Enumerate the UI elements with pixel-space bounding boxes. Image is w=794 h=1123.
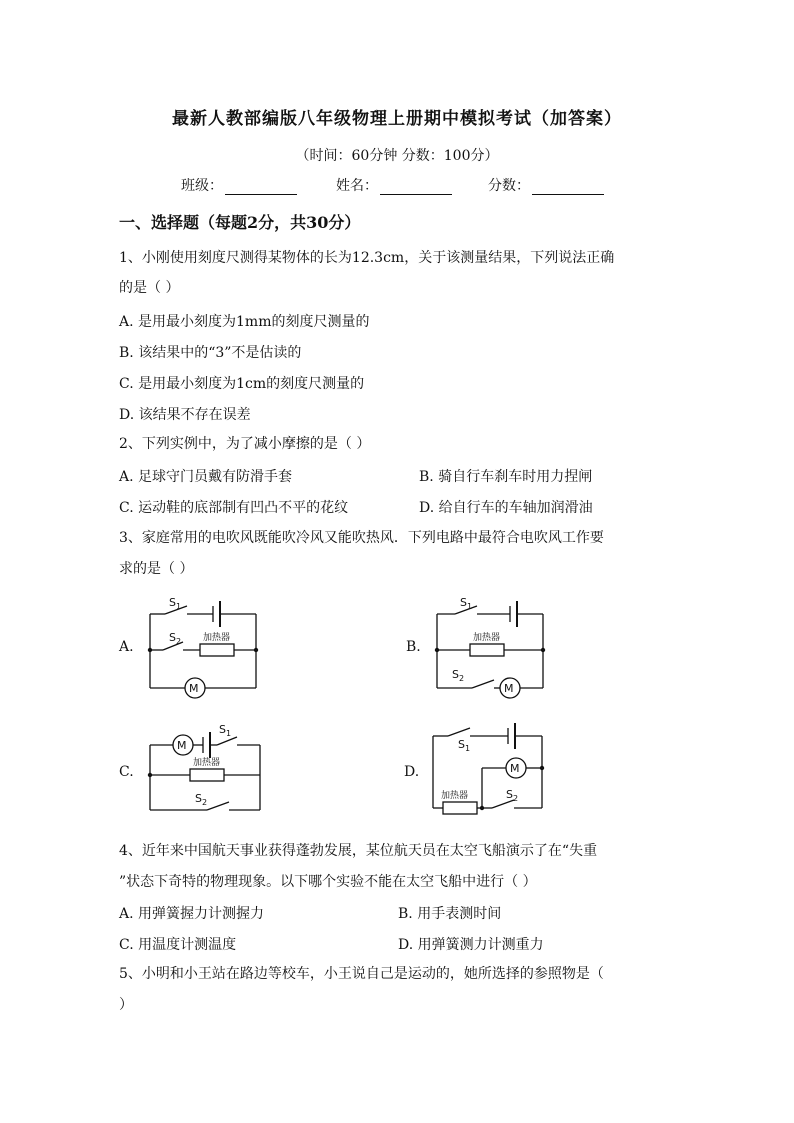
heater-label: 加热器 <box>441 791 469 801</box>
switch-s1-label: $S_1$ <box>458 738 471 753</box>
exam-time-score: （时间：60分钟 分数：100分） <box>295 148 499 164</box>
class-field <box>181 175 297 195</box>
svg-text:M: M <box>189 682 199 695</box>
score-field <box>488 175 604 195</box>
question-1-line-2: 的是（ ） <box>119 280 180 296</box>
question-4-option-c[interactable]: C. 用温度计测温度 <box>119 937 237 953</box>
question-2-option-d[interactable]: D. 给自行车的车轴加润滑油 <box>419 500 593 516</box>
question-4-option-d[interactable]: D. 用弹簧测力计测重力 <box>398 937 544 953</box>
question-1-option-c[interactable]: C. 是用最小刻度为1cm的刻度尺测量的 <box>119 376 365 392</box>
section-heading: 一、选择题（每题2分，共30分） <box>119 213 361 232</box>
heater-resistor <box>470 644 504 656</box>
question-1-line-1: 1、小刚使用刻度尺测得某物体的长为12.3cm，关于该测量结果，下列说法正确 <box>119 250 615 266</box>
question-4-line-2: ”状态下奇特的物理现象。以下哪个实验不能在太空飞船中进行（ ） <box>119 874 537 890</box>
question-1-option-d[interactable]: D. 该结果不存在误差 <box>119 407 251 423</box>
switch-s1-label: $S_1$ <box>169 596 182 611</box>
question-3-line-1: 3、家庭常用的电吹风既能吹冷风又能吹热风．下列电路中最符合电吹风工作要 <box>119 530 604 546</box>
page-title: 最新人教部编版八年级物理上册期中模拟考试（加答案） <box>172 109 622 129</box>
question-3-line-2: 求的是（ ） <box>119 561 194 577</box>
question-3-option-a[interactable]: A. <box>119 639 134 655</box>
question-2-option-c[interactable]: C. 运动鞋的底部制有凹凸不平的花纹 <box>119 500 349 516</box>
circuit-diagram-d <box>430 718 550 818</box>
switch-s2-label: $S_2$ <box>195 792 208 807</box>
question-3-option-d[interactable]: D. <box>404 764 420 780</box>
switch-s1-label: $S_1$ <box>460 596 473 611</box>
heater-resistor <box>443 802 477 814</box>
heater-label: 加热器 <box>193 758 221 768</box>
score-label: 分数： <box>488 178 530 194</box>
switch-s1-label: $S_1$ <box>219 723 232 738</box>
question-1-option-b[interactable]: B. 该结果中的“3”不是估读的 <box>119 345 302 361</box>
question-1-option-a[interactable]: A. 是用最小刻度为1mm的刻度尺测量的 <box>119 314 370 330</box>
class-blank[interactable] <box>225 180 297 195</box>
switch-s2-label: $S_2$ <box>169 631 182 646</box>
score-blank[interactable] <box>532 180 604 195</box>
heater-resistor <box>200 644 234 656</box>
heater-label: 加热器 <box>203 633 231 643</box>
circuit-diagram-b <box>432 592 552 700</box>
question-3-option-c[interactable]: C. <box>119 764 134 780</box>
question-5-line-1: 5、小明和小王站在路边等校车，小王说自己是运动的，她所选择的参照物是（ <box>119 966 604 982</box>
circuit-diagram-a <box>145 592 265 700</box>
svg-text:M: M <box>177 739 187 752</box>
heater-label: 加热器 <box>473 633 501 643</box>
switch-s2-label: $S_2$ <box>452 668 465 683</box>
question-2-option-a[interactable]: A. 足球守门员戴有防滑手套 <box>119 469 293 485</box>
question-4-option-a[interactable]: A. 用弹簧握力计测握力 <box>119 906 265 922</box>
name-field <box>336 175 452 195</box>
name-label: 姓名： <box>336 178 378 194</box>
question-2-line-1: 2、下列实例中，为了减小摩擦的是（ ） <box>119 436 371 452</box>
svg-text:M: M <box>504 682 514 695</box>
question-5-line-2: ） <box>119 997 133 1013</box>
circuit-diagram-c <box>145 718 265 818</box>
switch-s2-label: $S_2$ <box>506 788 519 803</box>
question-3-option-b[interactable]: B. <box>406 639 421 655</box>
question-4-option-b[interactable]: B. 用手表测时间 <box>398 906 502 922</box>
heater-resistor <box>190 769 224 781</box>
class-label: 班级： <box>181 178 223 194</box>
name-blank[interactable] <box>380 180 452 195</box>
question-4-line-1: 4、近年来中国航天事业获得蓬勃发展，某位航天员在太空飞船演示了在“失重 <box>119 843 598 859</box>
question-2-option-b[interactable]: B. 骑自行车刹车时用力捏闸 <box>419 469 593 485</box>
svg-text:M: M <box>510 762 520 775</box>
